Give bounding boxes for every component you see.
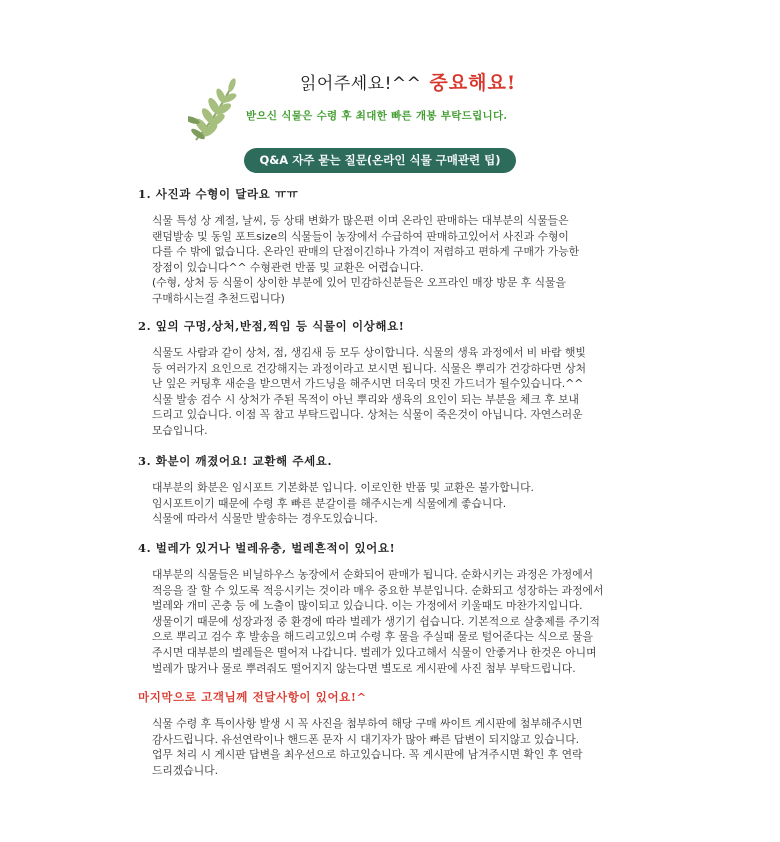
body-line: 랜덤발송 및 동일 포트size의 식물들이 농장에서 수급하여 판매하고있어서 사진과 수형이 [152,229,569,243]
qa-badge: Q&A 자주 묻는 질문(온라인 식물 구매관련 팁) [244,148,516,173]
body-line: 감사드립니다. 유선연락이나 핸드폰 문자 시 대기자가 많아 빠른 답변이 되지않고 있습니다. [152,732,580,746]
header-title [300,68,516,95]
body-line: 벌레가 많거나 물로 뿌려줘도 떨어지지 않는다면 별도로 게시판에 사진 첨부 부탁드립니다. [152,661,576,675]
body-line: 식물 특성 상 계절, 날씨, 등 상태 변화가 많은편 이며 온라인 판매하는 대부분의 식물들은 [152,214,569,227]
header-title-text: 읽어주세요!^^ [300,74,422,94]
section-title: 마지막으로 고객님께 전달사항이 있어요!^ [138,690,367,704]
body-line: 생물이기 때문에 성장과정 중 환경에 따라 벌레가 생기기 쉽습니다. 기본적으로 살충제를 주기적 [152,614,600,628]
section-title: 3. 화분이 깨졌어요! 교환해 주세요. [138,454,333,468]
body-line: 드리겠습니다. [152,763,219,777]
body-line: 모습입니다. [152,423,208,437]
section-body [152,213,678,307]
header [0,62,780,132]
section-title: 1. 사진과 수형이 달라요 ㅠㅠ [138,187,299,201]
section-body [152,716,678,778]
body-line: 적응을 잘 할 수 있도록 적응시키는 것이라 매우 중요한 부분입니다. 순화되고 성장하는 과정에서 [152,583,604,597]
section-title: 4. 벌레가 있거나 벌레유충, 벌레흔적이 있어요! [138,541,396,555]
header-title-accent: 중요해요! [429,72,517,94]
faq-section-photo-shape [138,186,678,307]
section-title: 2. 잎의 구멍,상처,반점,찍임 등 식물이 이상해요! [138,319,405,333]
body-line: 다를 수 밖에 없습니다. 온라인 판매의 단점이긴하나 가격이 저렴하고 편하게 구매가 가능한 [152,245,580,259]
body-line: 등 여러가지 요인으로 건강해지는 과정이라고 보시면 됩니다. 식물은 뿌리가 건강하다면 상처 [152,361,587,375]
body-line: 구매하시는걸 추천드립니다) [152,291,285,305]
leaf-branch-icon [188,76,248,142]
body-line: 업무 처리 시 게시판 답변을 최우선으로 하고있습니다. 꼭 게시판에 남겨주시면 확인 후 연락 [152,748,583,762]
body-line: 대부분의 화분은 임시포트 기본화분 입니다. 이로인한 반품 및 교환은 불가합니다. [152,481,534,494]
body-line: 드리고 있습니다. 이점 꼭 참고 부탁드립니다. 상처는 식물이 죽은것이 아닙니다. 자연스러운 [152,408,583,422]
body-line: 식물에 따라서 식물만 발송하는 경우도있습니다. [152,512,378,526]
body-line: 장점이 있습니다^^ 수형관련 반품 및 교환은 어렵습니다. [152,260,424,274]
body-line: 주시면 대부분의 벌레들은 떨어져 나갑니다. 벌레가 있다고해서 식물이 안좋거나 한것은 아니며 [152,645,597,659]
body-line: 난 잎은 커팅후 새순을 받으면서 가드닝을 해주시면 더욱더 멋진 가드너가 될수있습니다.^^ [152,377,584,391]
body-line: 으로 뿌리고 검수 후 발송을 해드리고있으며 수령 후 물을 주실때 물로 털어준다는 식으로 물을 [152,630,593,644]
header-subtitle: 받으신 식물은 수령 후 최대한 빠른 개봉 부탁드립니다. [246,110,508,122]
section-body [152,480,678,527]
body-line: 임시포트이기 때문에 수령 후 빠른 분갈이를 해주시는게 식물에게 좋습니다. [152,496,507,510]
faq-section-final-notice [138,689,678,778]
body-line: 식물 발송 검수 시 상처가 주된 목적이 아닌 뿌리와 생육의 요인이 되는 부분을 체크 후 보내 [152,392,579,406]
faq-section-insects [138,540,678,676]
body-line: (수형, 상처 등 식물이 상이한 부분에 있어 민감하신분들은 오프라인 매장 방문 후 식물을 [152,276,566,290]
body-line: 식물 수령 후 특이사항 발생 시 꼭 사진을 첨부하여 해당 구매 싸이트 게시판에 첨부해주시면 [152,717,583,730]
faq-section-broken-pot [138,453,678,527]
section-body [152,567,678,676]
body-line: 벌레와 개미 곤충 등 에 노출이 많이되고 있습니다. 이는 가정에서 키울때도 마찬가지입니다. [152,599,583,613]
section-body [152,345,678,439]
body-line: 식물도 사람과 같이 상처, 점, 생김새 등 모두 상이합니다. 식물의 생육 과정에서 비 바람 햇빛 [152,346,586,359]
body-line: 대부분의 식물들은 비닐하우스 농장에서 순화되어 판매가 됩니다. 순화시키는 과정은 가정에서 [152,568,594,581]
faq-section-leaf-damage [138,318,678,439]
